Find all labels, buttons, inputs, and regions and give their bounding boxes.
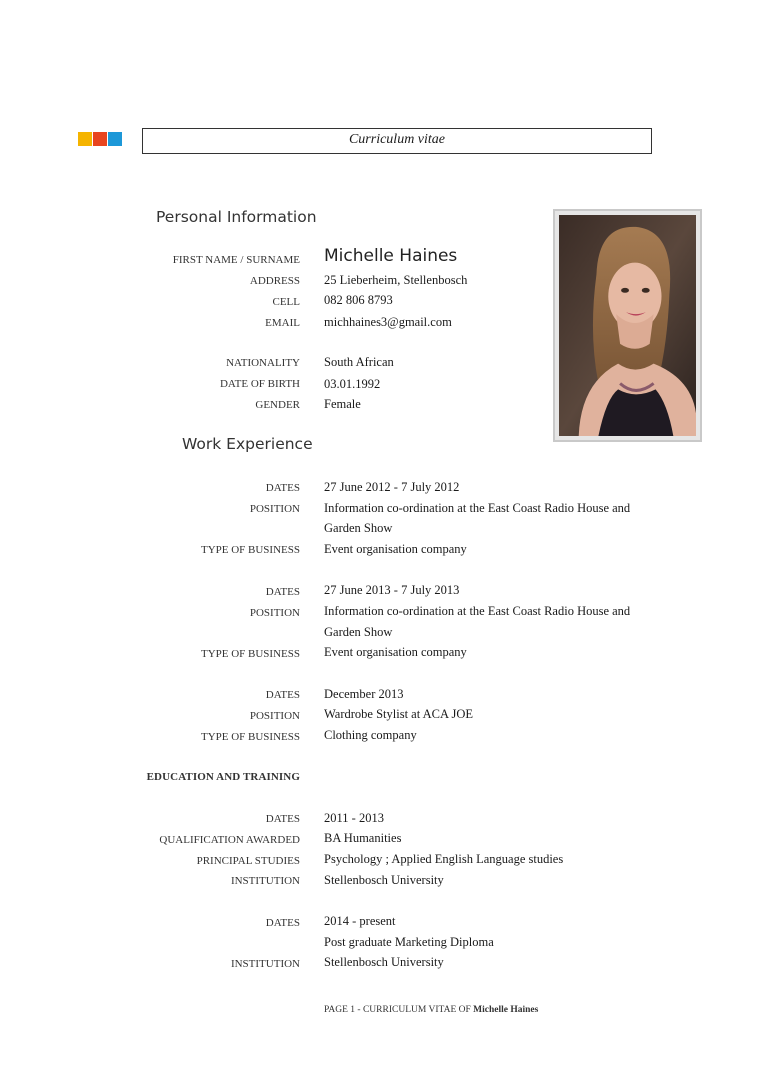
email-value: michhaines3@gmail.com (324, 315, 452, 329)
work-position-label: POSITION (249, 607, 300, 619)
work-position-label: POSITION (249, 503, 300, 515)
work-position-value: Wardrobe Stylist at ACA JOE (324, 707, 473, 721)
address-value: 25 Lieberheim, Stellenbosch (324, 273, 468, 287)
edu-qualification-label: QUALIFICATION AWARDED (159, 834, 300, 846)
page-footer (324, 1005, 538, 1015)
cell-label: CELL (272, 296, 300, 308)
work-position-value: Information co-ordination at the East Coast Radio House and (324, 501, 631, 515)
footer-text: PAGE 1 - CURRICULUM VITAE OF (324, 1005, 474, 1015)
dob-value: 03.01.1992 (324, 377, 381, 391)
work-position-value-continued: Garden Show (324, 625, 393, 639)
gender-value: Female (324, 397, 361, 411)
edu-dates-value: 2011 - 2013 (324, 811, 384, 825)
nationality-label: NATIONALITY (226, 357, 300, 369)
address-label: ADDRESS (249, 275, 300, 287)
edu-qualification-value: Post graduate Marketing Diploma (324, 935, 494, 949)
dob-label: DATE OF BIRTH (219, 378, 300, 390)
work-dates-label: DATES (265, 482, 300, 494)
edu-studies-value: Psychology ; Applied English Language studies (324, 852, 564, 866)
full-name: Michelle Haines (324, 246, 458, 266)
edu-institution-value: Stellenbosch University (324, 955, 444, 969)
accent-square-red (93, 132, 107, 146)
nationality-value: South African (324, 355, 394, 369)
work-dates-value: 27 June 2012 - 7 July 2012 (324, 480, 460, 494)
work-experience-heading: Work Experience (182, 435, 313, 453)
edu-dates-label: DATES (265, 813, 300, 825)
edu-institution-label: INSTITUTION (230, 958, 300, 970)
work-dates-value: 27 June 2013 - 7 July 2013 (324, 583, 460, 597)
work-business-label: TYPE OF BUSINESS (200, 648, 300, 660)
work-business-label: TYPE OF BUSINESS (200, 544, 300, 556)
document-title: Curriculum vitae (142, 128, 652, 154)
email-label: EMAIL (265, 317, 300, 329)
accent-square-blue (108, 132, 122, 146)
name-label: FIRST NAME / SURNAME (172, 254, 300, 266)
work-dates-label: DATES (265, 689, 300, 701)
edu-institution-value: Stellenbosch University (324, 873, 444, 887)
education-heading: EDUCATION AND TRAINING (146, 771, 300, 783)
work-dates-label: DATES (265, 586, 300, 598)
edu-qualification-value: BA Humanities (324, 831, 402, 845)
work-business-value: Clothing company (324, 728, 417, 742)
edu-institution-label: INSTITUTION (230, 875, 300, 887)
gender-label: GENDER (255, 399, 300, 411)
cell-value: 082 806 8793 (324, 293, 393, 307)
accent-square-yellow (78, 132, 92, 146)
personal-info-heading: Personal Information (156, 208, 317, 226)
work-business-value: Event organisation company (324, 645, 467, 659)
work-business-label: TYPE OF BUSINESS (200, 731, 300, 743)
profile-photo-image (559, 215, 696, 436)
work-position-value: Information co-ordination at the East Coast Radio House and (324, 604, 631, 618)
work-position-value-continued: Garden Show (324, 521, 393, 535)
edu-dates-value: 2014 - present (324, 914, 396, 928)
work-position-label: POSITION (249, 710, 300, 722)
work-business-value: Event organisation company (324, 542, 467, 556)
work-dates-value: December 2013 (324, 687, 404, 701)
edu-studies-label: PRINCIPAL STUDIES (196, 855, 300, 867)
profile-photo (553, 209, 702, 442)
edu-dates-label: DATES (265, 917, 300, 929)
footer-name: Michelle Haines (473, 1005, 539, 1015)
